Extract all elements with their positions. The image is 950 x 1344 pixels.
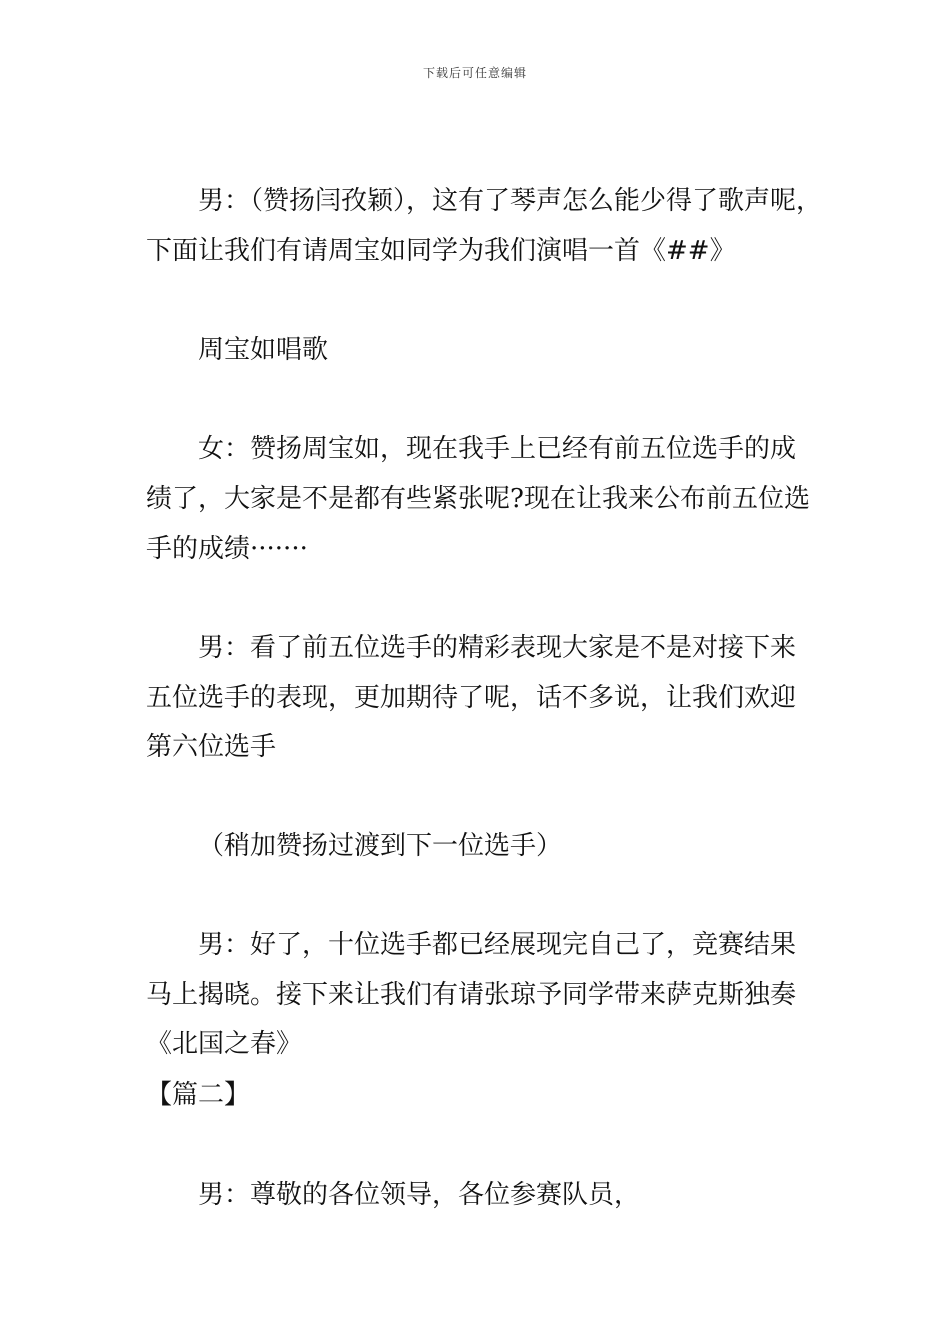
paragraph-line: 五位选手的表现，更加期待了呢，话不多说，让我们欢迎 xyxy=(146,683,797,713)
paragraph-line: 男：（赞扬闫孜颖），这有了琴声怎么能少得了歌声呢， xyxy=(198,186,823,216)
paragraph-line: 马上揭晓。接下来让我们有请张琼予同学带来萨克斯独奏 xyxy=(146,980,797,1010)
paragraph-line: 女：赞扬周宝如，现在我手上已经有前五位选手的成 xyxy=(198,434,797,464)
page-header: 下载后可任意编辑 xyxy=(422,66,527,80)
paragraph-line: 绩了，大家是不是都有些紧张呢?现在让我来公布前五位选 xyxy=(146,484,810,514)
paragraph-line: 第六位选手 xyxy=(146,732,277,762)
section-heading: 【篇二】 xyxy=(146,1080,251,1110)
paragraph-line: 下面让我们有请周宝如同学为我们演唱一首《##》 xyxy=(146,236,736,266)
paragraph-line: 男：好了，十位选手都已经展现完自己了，竞赛结果 xyxy=(198,930,797,960)
paragraph-line: （稍加赞扬过渡到下一位选手） xyxy=(198,831,563,861)
paragraph-line: 周宝如唱歌 xyxy=(198,335,329,365)
paragraph-line: 男：尊敬的各位领导，各位参赛队员， xyxy=(198,1180,641,1210)
paragraph-line: 男：看了前五位选手的精彩表现大家是不是对接下来 xyxy=(198,633,797,663)
paragraph-line: 《北国之春》 xyxy=(146,1029,303,1059)
paragraph-line: 手的成绩······· xyxy=(146,534,308,564)
